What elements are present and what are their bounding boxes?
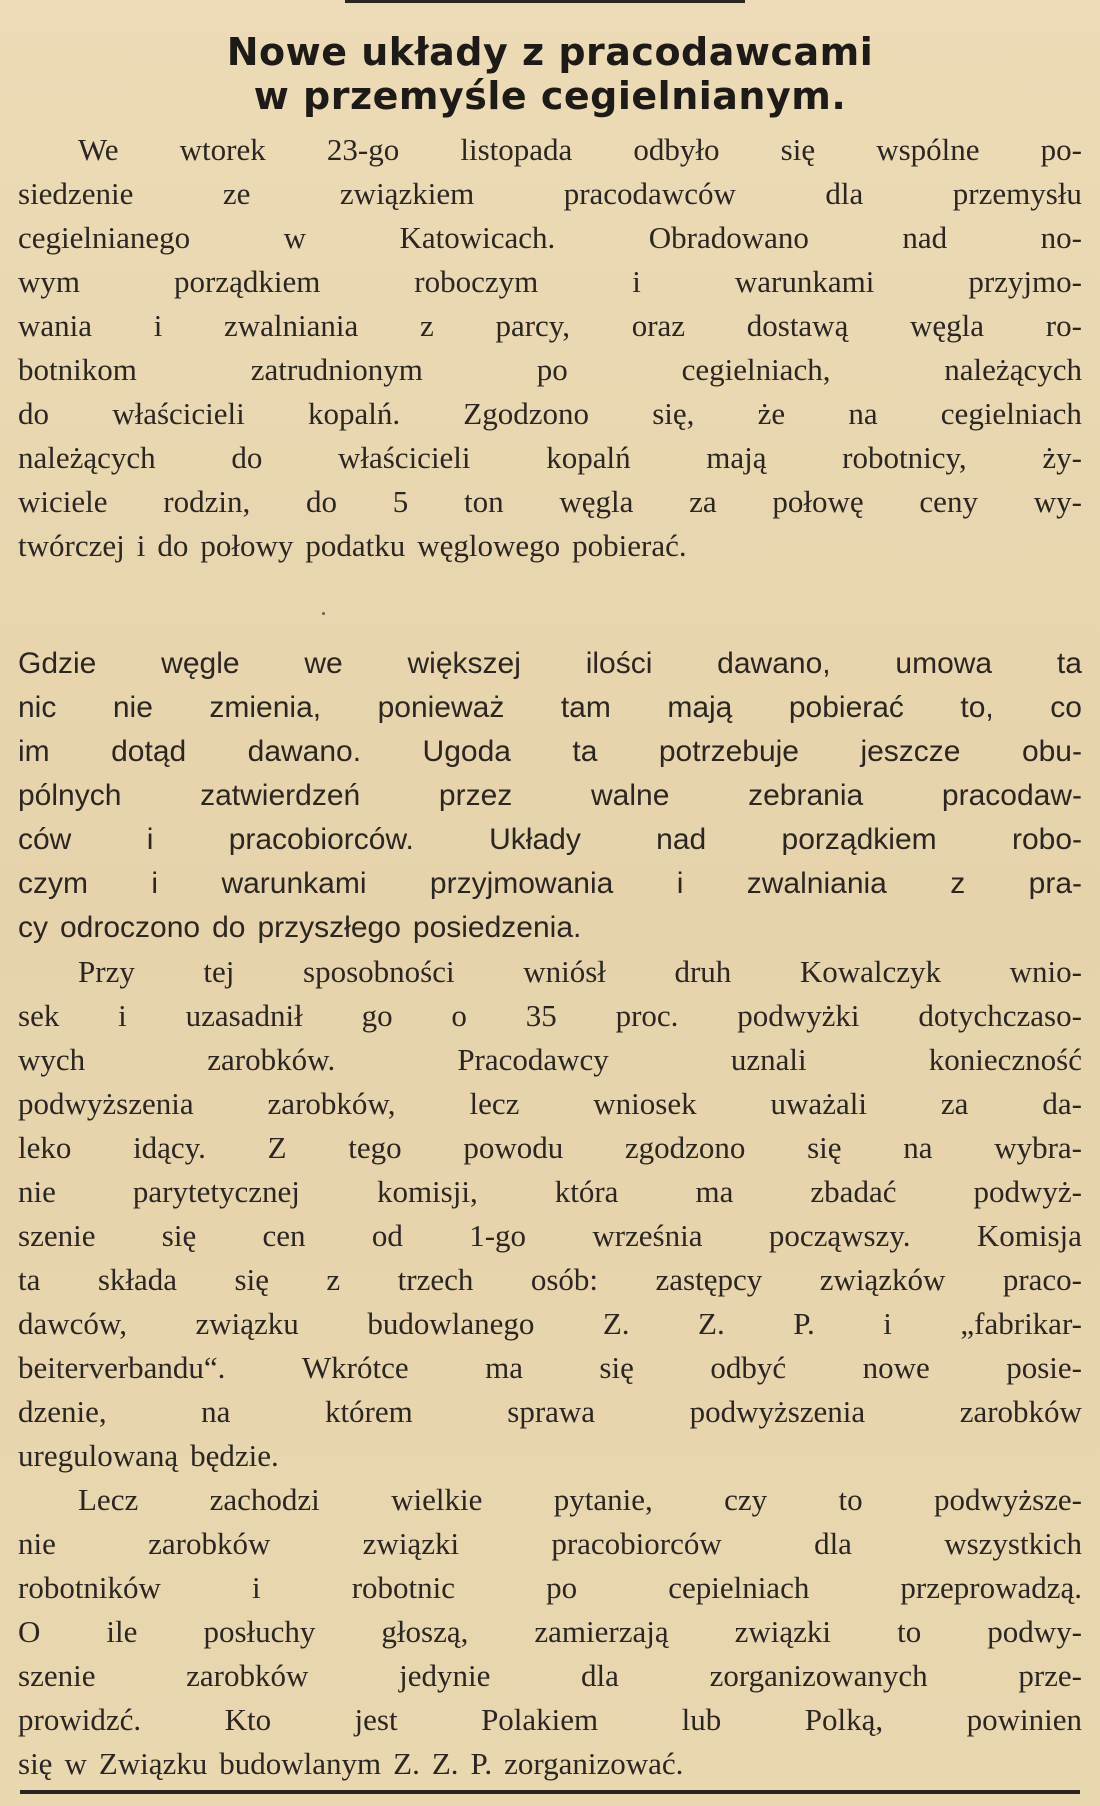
paragraph4-line: O ile posłuchy głoszą, zamierzają związki to podwy- [18, 1614, 1082, 1649]
paragraph2-line: im dotąd dawano. Ugoda ta potrzebuje jeszcze obu- [18, 735, 1082, 768]
paragraph1-line: wania i zwalniania z parcy, oraz dostawą węgla ro- [18, 308, 1082, 343]
paragraph-1 [18, 128, 1082, 568]
paragraph4-line: szenie zarobków jedynie dla zorganizowanych prze- [18, 1658, 1082, 1693]
print-speck [322, 612, 325, 615]
paragraph3-line: leko idący. Z tego powodu zgodzono się na wybra- [18, 1130, 1082, 1165]
paragraph3-line: dzenie, na którem sprawa podwyższenia zarobków [18, 1394, 1082, 1429]
paragraph2-line: nic nie zmienia, ponieważ tam mają pobierać to, co [18, 691, 1082, 724]
paragraph4-line: nie zarobków związki pracobiorców dla wszystkich [18, 1526, 1082, 1561]
paragraph4-line: robotników i robotnic po cepielniach przeprowadzą. [18, 1570, 1082, 1605]
paragraph-2 [18, 642, 1082, 950]
paragraph2-line: czym i warunkami przyjmowania i zwalniania z pra- [18, 867, 1082, 900]
headline-line-1: Nowe układy z pracodawcami [226, 30, 874, 74]
article-headline [20, 30, 1080, 118]
paragraph2-line: cy odroczono do przyszłego posiedzenia. [18, 911, 582, 944]
paragraph1-line: należących do właścicieli kopalń mają robotnicy, ży- [18, 440, 1082, 475]
paragraph1-line: do właścicieli kopalń. Zgodzono się, że na cegielniach [18, 396, 1082, 431]
paragraph1-line: wiciele rodzin, do 5 ton węgla za połowę ceny wy- [18, 484, 1082, 519]
paragraph1-line: wym porządkiem roboczym i warunkami przyjmo- [18, 264, 1082, 299]
paragraph-3 [18, 950, 1082, 1478]
paragraph3-line: sek i uzasadnił go o 35 proc. podwyżki dotychczaso- [18, 998, 1082, 1033]
bottom-rule [20, 1790, 1080, 1794]
paragraph3-line: szenie się cen od 1-go września począwszy. Komisja [18, 1218, 1082, 1253]
paragraph4-line: się w Związku budowlanym Z. Z. P. zorganizować. [18, 1746, 684, 1781]
top-rule [345, 0, 745, 3]
paragraph4-line: prowidzć. Kto jest Polakiem lub Polką, powinien [18, 1702, 1082, 1737]
paragraph1-line: cegielnianego w Katowicach. Obradowano nad no- [18, 220, 1082, 255]
paragraph4-line: Lecz zachodzi wielkie pytanie, czy to podwyższe- [78, 1482, 1082, 1517]
paragraph3-line: beiterverbandu“. Wkrótce ma się odbyć nowe posie- [18, 1350, 1082, 1385]
paragraph3-line: wych zarobków. Pracodawcy uznali konieczność [18, 1042, 1082, 1077]
paragraph1-line: botnikom zatrudnionym po cegielniach, należących [18, 352, 1082, 387]
paragraph3-line: podwyższenia zarobków, lecz wniosek uważali za da- [18, 1086, 1082, 1121]
paragraph3-line: Przy tej sposobności wniósł druh Kowalczyk wnio- [78, 954, 1082, 989]
paragraph2-line: Gdzie węgle we większej ilości dawano, umowa ta [18, 647, 1082, 680]
paragraph-4 [18, 1478, 1082, 1786]
paragraph3-line: nie parytetycznej komisji, która ma zbadać podwyż- [18, 1174, 1082, 1209]
paragraph3-line: dawców, związku budowlanego Z. Z. P. i „fabrikar- [18, 1306, 1082, 1341]
paragraph3-line: uregulowaną będzie. [18, 1438, 279, 1473]
paragraph1-line: We wtorek 23-go listopada odbyło się wspólne po- [78, 132, 1082, 167]
paragraph3-line: ta składa się z trzech osób: zastępcy związków praco- [18, 1262, 1082, 1297]
paragraph1-line: siedzenie ze związkiem pracodawców dla przemysłu [18, 176, 1082, 211]
paragraph2-line: pólnych zatwierdzeń przez walne zebrania pracodaw- [18, 779, 1082, 812]
headline-line-2: w przemyśle cegielnianym. [253, 74, 847, 118]
paragraph1-line: twórczej i do połowy podatku węglowego pobierać. [18, 528, 687, 563]
paragraph2-line: ców i pracobiorców. Układy nad porządkiem robo- [18, 823, 1082, 856]
paragraph-2-group [18, 642, 1082, 1786]
